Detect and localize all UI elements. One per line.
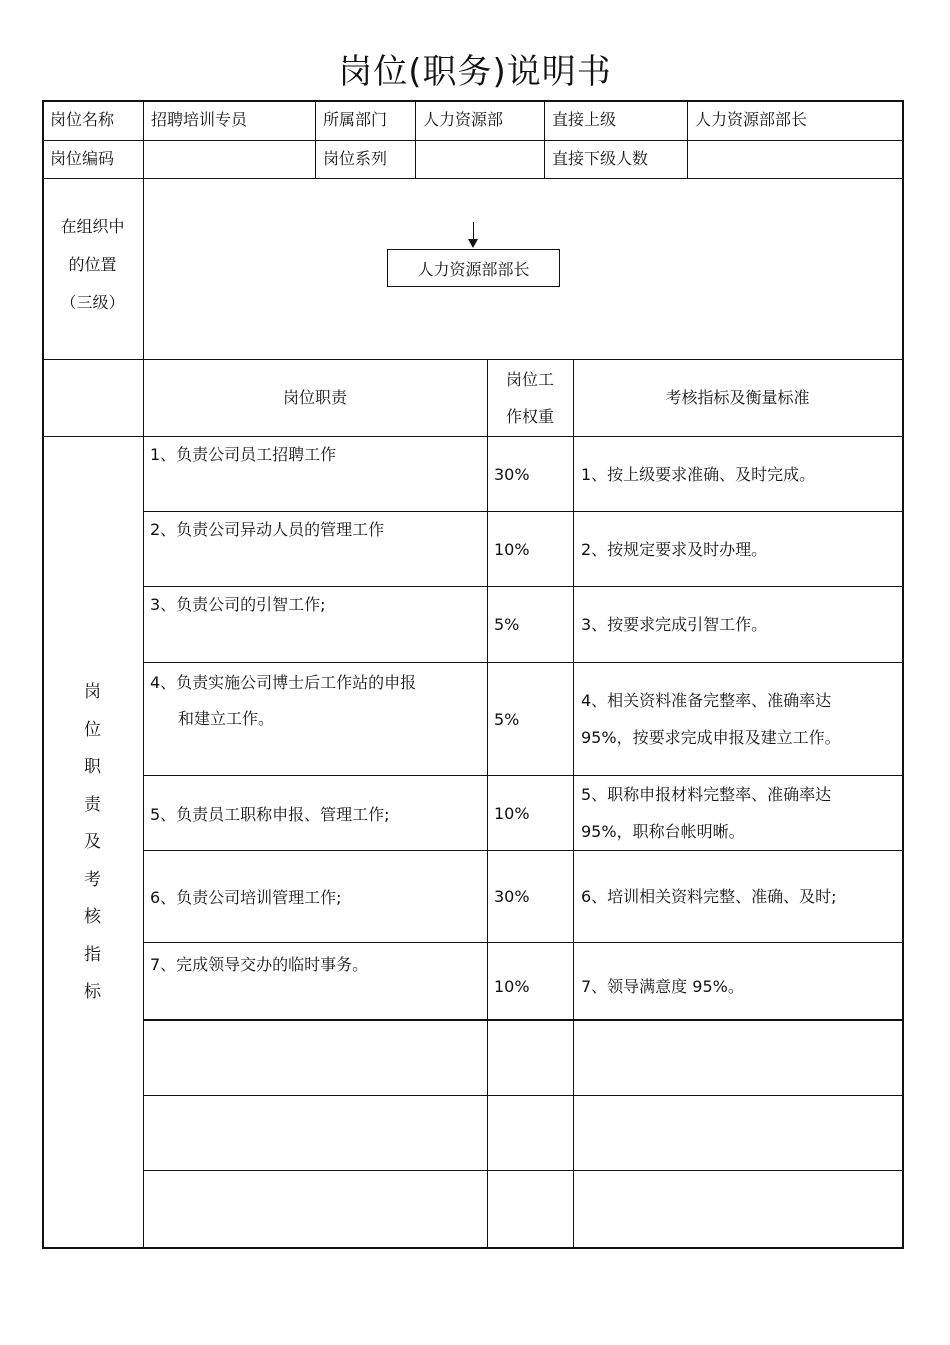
duty-weight: 30% xyxy=(494,464,530,484)
duty-standard-line: 6、培训相关资料完整、准确、及时; xyxy=(581,887,837,906)
weight-header-line: 作权重 xyxy=(505,406,554,426)
side-label-char: 指 xyxy=(84,944,101,965)
divider xyxy=(143,1170,904,1171)
department-label: 所属部门 xyxy=(323,110,388,129)
side-label-char: 职 xyxy=(84,757,101,777)
duty-text xyxy=(150,665,480,737)
duty-column-header: 岗位职责 xyxy=(282,387,347,407)
duty-standard-line: 2、按规定要求及时办理。 xyxy=(581,539,768,559)
table-border-right xyxy=(902,100,904,1249)
position-series-value xyxy=(415,140,552,178)
org-label-line: （三级） xyxy=(60,293,125,312)
duty-standard xyxy=(581,512,899,586)
org-position-label xyxy=(42,208,143,322)
org-chart-box: 人力资源部部长 xyxy=(387,249,560,287)
duty-standard-line: 3、按要求完成引智工作。 xyxy=(581,615,768,634)
duty-text: 7、完成领导交办的临时事务。 xyxy=(150,955,369,974)
duty-standard xyxy=(581,953,899,1019)
org-label-line: 在组织中 xyxy=(60,217,125,236)
duties-side-label xyxy=(42,674,143,1012)
divider xyxy=(143,100,144,1249)
duty-text: 3、负责公司的引智工作; xyxy=(150,595,326,614)
duty-weight: 5% xyxy=(494,709,520,729)
duty-standard xyxy=(581,776,899,850)
divider xyxy=(573,359,574,1249)
duty-text: 1、负责公司员工招聘工作 xyxy=(150,445,337,464)
duty-text-line: 4、负责实施公司博士后工作站的申报 xyxy=(150,673,417,692)
duty-weight: 10% xyxy=(494,803,530,823)
side-label-char: 责 xyxy=(84,794,101,815)
weight-header-line: 岗位工 xyxy=(505,369,554,389)
divider xyxy=(143,1019,904,1021)
org-label-line: 的位置 xyxy=(68,255,117,274)
duty-standard-line: 95%，职称台帐明晰。 xyxy=(581,822,745,841)
divider xyxy=(143,1095,904,1096)
job-description-table xyxy=(42,100,904,1249)
duty-text: 6、负责公司培训管理工作; xyxy=(150,888,342,907)
table-border-bottom xyxy=(42,1247,904,1249)
duty-text: 2、负责公司异动人员的管理工作 xyxy=(150,520,385,539)
duty-standard xyxy=(581,437,899,511)
duty-weight: 10% xyxy=(494,539,530,559)
position-name-label: 岗位名称 xyxy=(50,110,115,129)
position-code-label: 岗位编码 xyxy=(50,149,115,168)
duty-weight: 5% xyxy=(494,615,520,634)
duty-standard-line: 5、职称申报材料完整率、准确率达 xyxy=(581,785,832,804)
divider xyxy=(487,359,488,1249)
duty-standard-line: 1、按上级要求准确、及时完成。 xyxy=(581,464,816,484)
subordinates-count-value xyxy=(687,140,910,178)
page-title: 岗位(职务)说明书 xyxy=(338,52,612,92)
down-arrow-icon xyxy=(468,239,478,248)
department-value: 人力资源部 xyxy=(423,110,504,129)
side-label-char: 考 xyxy=(84,869,101,890)
position-name-value: 招聘培训专员 xyxy=(151,110,248,129)
side-label-char: 岗 xyxy=(84,682,101,702)
side-label-char: 标 xyxy=(84,982,101,1002)
duty-weight: 10% xyxy=(494,976,530,996)
direct-superior-label: 直接上级 xyxy=(552,110,617,129)
org-arrow-line xyxy=(473,222,474,240)
divider xyxy=(143,942,904,943)
duty-standard xyxy=(581,851,899,942)
side-label-char: 及 xyxy=(84,832,101,852)
duty-text: 5、负责员工职称申报、管理工作; xyxy=(150,804,390,824)
duty-standard-line: 7、领导满意度 95%。 xyxy=(581,976,744,996)
side-label-char: 位 xyxy=(84,719,101,740)
duty-standard-line: 4、相关资料准备完整率、准确率达 xyxy=(581,691,832,710)
duty-standard-line: 95%，按要求完成申报及建立工作。 xyxy=(581,728,841,747)
duty-text-line: 和建立工作。 xyxy=(178,709,275,728)
weight-column-header xyxy=(487,359,573,436)
direct-superior-value: 人力资源部部长 xyxy=(695,110,808,129)
duty-weight: 30% xyxy=(494,887,530,906)
duty-standard xyxy=(581,663,899,775)
standard-column-header: 考核指标及衡量标准 xyxy=(665,387,810,407)
position-code-value xyxy=(143,140,323,178)
position-series-label: 岗位系列 xyxy=(323,149,388,168)
subordinates-count-label: 直接下级人数 xyxy=(552,149,649,168)
divider xyxy=(42,178,904,179)
duty-standard xyxy=(581,587,899,662)
side-label-char: 核 xyxy=(84,907,101,927)
